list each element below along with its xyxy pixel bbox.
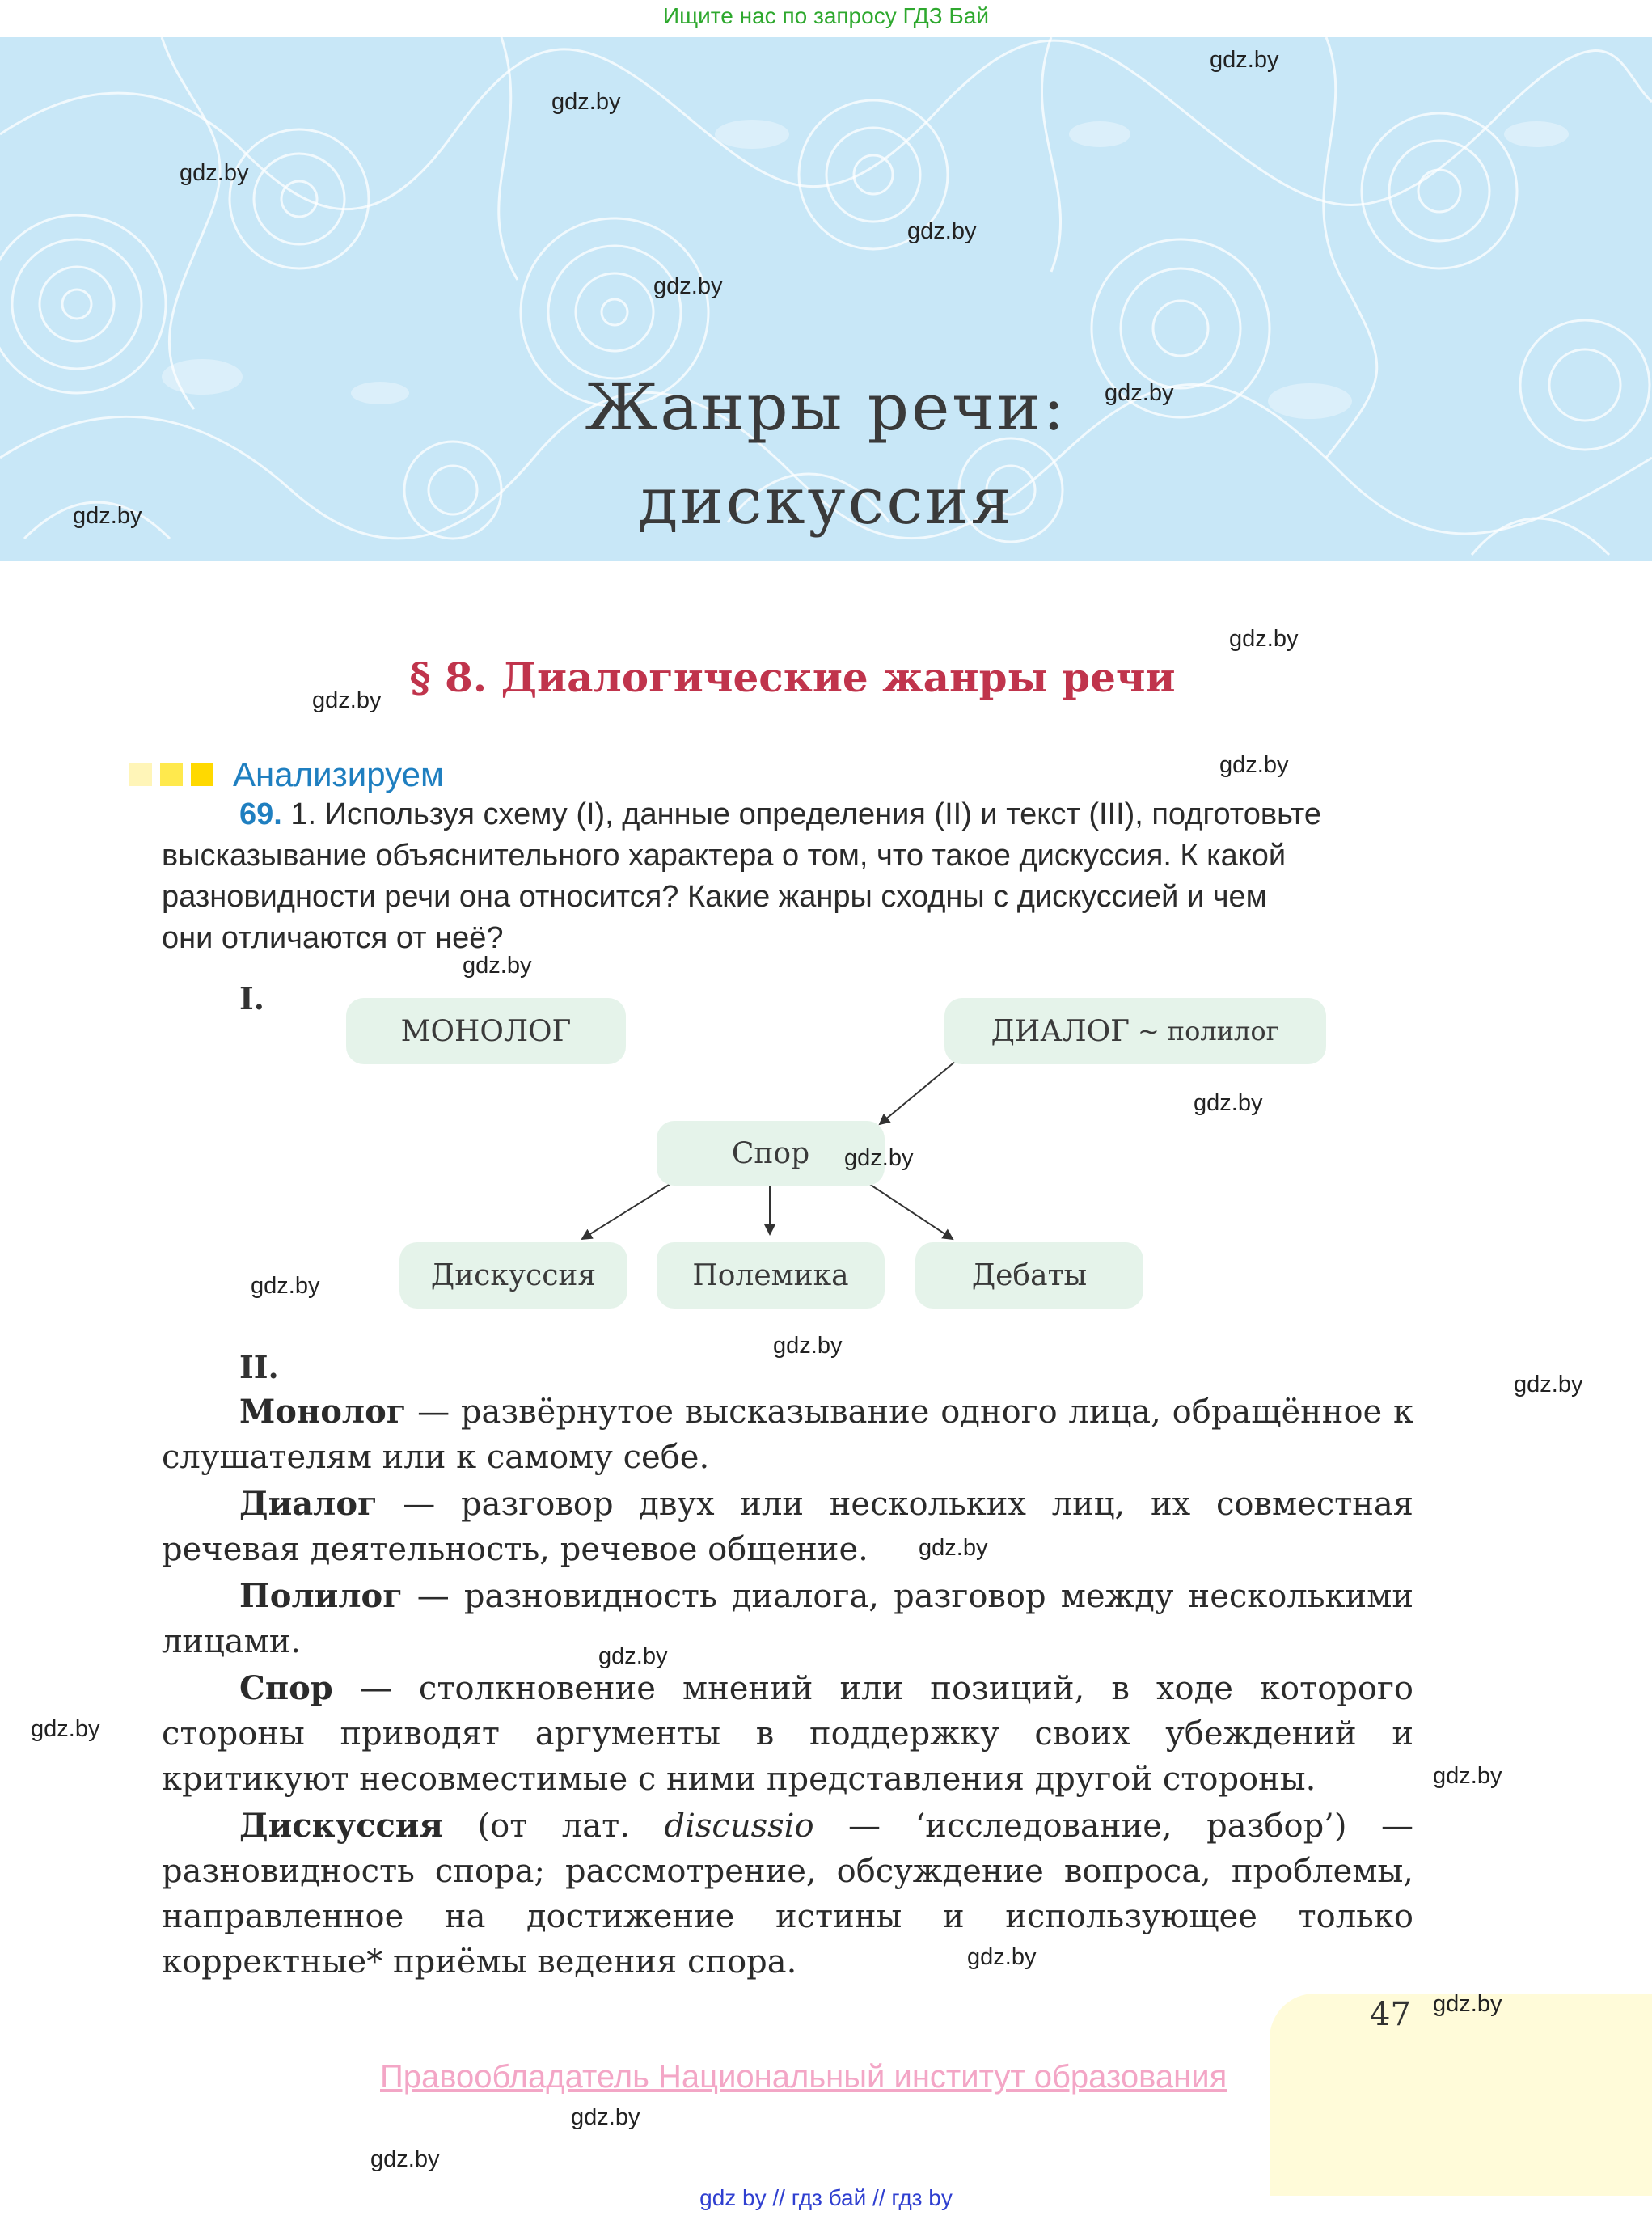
tilde-sign: ~ — [1137, 1016, 1160, 1046]
watermark: gdz.by — [1219, 752, 1289, 778]
chapter-title-line-2: дискуссия — [638, 463, 1014, 539]
watermark: gdz.by — [1229, 626, 1299, 652]
arrow-dialogue-to-dispute — [880, 1061, 956, 1124]
definition-discussion: Дискуссия (от лат. discussio — ‘исследование, разбор’) — разновидность спора; рассмотрение, обсуждение вопроса, проблемы, направленное на достижение истины и использующее только корректные* приёмы ведения спора. — [162, 1807, 1414, 1981]
node-polemic: Полемика — [657, 1242, 885, 1309]
arrow-dispute-to-debates — [867, 1182, 953, 1239]
chapter-title-line-1: Жанры речи: — [585, 370, 1067, 445]
definitions — [162, 1389, 1413, 1986]
page-number: 47 — [1370, 1996, 1411, 2033]
watermark: gdz.by — [598, 1643, 668, 1669]
bottom-links[interactable]: gdz by // гдз бай // гдз by — [699, 2185, 953, 2210]
watermark: gdz.by — [1210, 47, 1279, 73]
task-line: высказывание объяснительного характера о том, что такое дискуссия. К какой — [162, 839, 1287, 873]
watermark: gdz.by — [312, 687, 382, 713]
watermark: gdz.by — [370, 2146, 440, 2172]
watermark: gdz.by — [551, 89, 621, 115]
watermark: gdz.by — [1105, 380, 1174, 406]
node-dispute: Спор — [657, 1121, 885, 1186]
definition-dialogue: Диалог — разговор двух или нескольких лиц, их совместная речевая деятельность, речевое общение. — [162, 1485, 1413, 1568]
watermark: gdz.by — [967, 1944, 1037, 1970]
watermark: gdz.by — [73, 503, 142, 529]
watermark: gdz.by — [907, 218, 977, 244]
watermark: gdz.by — [773, 1333, 843, 1359]
watermark: gdz.by — [180, 160, 249, 186]
watermark: gdz.by — [571, 2104, 640, 2130]
watermark: gdz.by — [1433, 1763, 1502, 1789]
task-line: 69. 1. Используя схему (I), данные определения (II) и текст (III), подготовьте — [239, 797, 1322, 831]
node-dialogue: ДИАЛОГ ~ полилог — [944, 998, 1326, 1064]
task-line: они отличаются от неё? — [162, 921, 504, 955]
node-debates: Дебаты — [915, 1242, 1143, 1309]
watermark: gdz.by — [1194, 1090, 1263, 1116]
watermark: gdz.by — [844, 1145, 914, 1171]
scheme-label: I. — [239, 980, 265, 1017]
task-line: разновидности речи она относится? Какие жанры сходны с дискуссией и чем — [162, 880, 1267, 914]
definitions-label: II. — [239, 1349, 279, 1385]
watermark: gdz.by — [1433, 1991, 1502, 2017]
watermark: gdz.by — [1514, 1372, 1583, 1397]
definition-polylogue: Полилог — разновидность диалога, разговор между несколькими лицами. — [162, 1577, 1413, 1660]
watermark: gdz.by — [653, 273, 723, 299]
page-corner — [1270, 1994, 1652, 2196]
arrow-dispute-to-discussion — [582, 1182, 673, 1239]
rights-holder-link[interactable]: Правообладатель Национальный институт образования — [380, 2059, 1227, 2095]
heading-label: Анализируем — [233, 755, 444, 793]
top-search-hint: Ищите нас по запросу ГДЗ Бай — [662, 3, 990, 28]
polylogue-label: полилог — [1167, 1016, 1280, 1046]
section-title: § 8. Диалогические жанры речи — [409, 653, 1176, 701]
watermark: gdz.by — [463, 953, 532, 979]
node-monologue: МОНОЛОГ — [346, 998, 626, 1064]
task-number: 69. — [239, 797, 282, 831]
node-discussion: Дискуссия — [399, 1242, 627, 1309]
definition-monologue: Монолог — развёрнутое высказывание одного лица, обращённое к слушателям или к самому себе. — [162, 1393, 1413, 1476]
definition-dispute: Спор — столкновение мнений или позиций, в ходе которого стороны приводят аргументы в поддержку своих убеждений и критикуют несовместимые с ними представления другой стороны. — [162, 1669, 1413, 1798]
watermark: gdz.by — [919, 1535, 988, 1561]
watermark: gdz.by — [251, 1273, 320, 1299]
watermark: gdz.by — [31, 1716, 100, 1742]
